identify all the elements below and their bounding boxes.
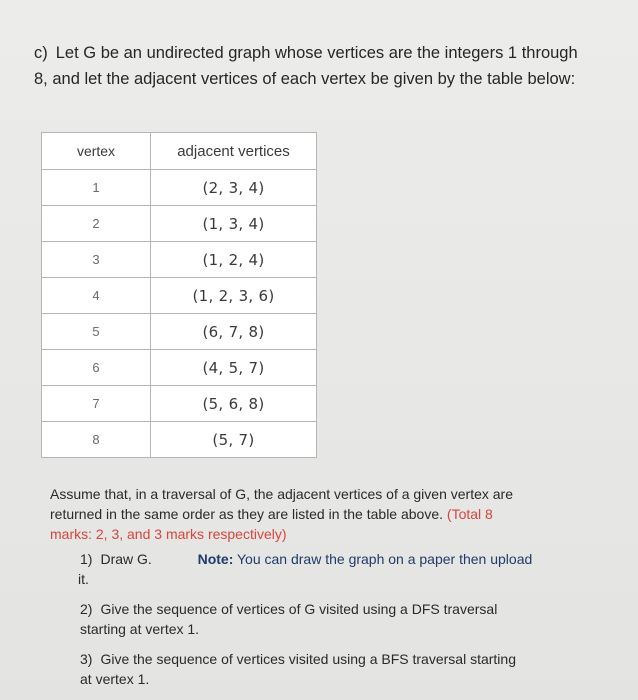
marks-info: (Total 8: [446, 506, 493, 522]
adjacent-cell: (5, 6, 8): [151, 386, 317, 422]
subquestion-2-cont: starting at vertex 1.: [80, 621, 200, 637]
table-row: [42, 206, 317, 242]
note-text: You can draw the graph on a paper then upload: [237, 551, 533, 567]
question-intro: [34, 40, 624, 92]
vertex-cell: 4: [42, 278, 151, 314]
table-row: [42, 350, 317, 386]
assumption-paragraph: [50, 484, 605, 544]
vertex-cell: 2: [42, 206, 151, 242]
subquestion-text: Draw G.: [100, 551, 152, 567]
subquestion-3: [80, 650, 620, 669]
table-row: [42, 314, 317, 350]
subquestion-text: Give the sequence of vertices visited using a BFS traversal starting: [100, 651, 516, 667]
adjacent-cell: (1, 2, 3, 6): [151, 278, 317, 314]
assumption-line-2: returned in the same order as they are listed in the table above. (Total 8: [50, 506, 493, 522]
vertex-cell: 5: [42, 314, 151, 350]
adjacency-table: [41, 132, 317, 458]
adjacent-cell: (2, 3, 4): [151, 170, 317, 206]
table-row: [42, 422, 317, 458]
adjacent-cell: (5, 7): [151, 422, 317, 458]
table-row: [42, 170, 317, 206]
subquestion-number: 1): [80, 551, 93, 567]
table-row: [42, 242, 317, 278]
subquestion-3-cont: at vertex 1.: [80, 671, 150, 687]
subquestion-number: 3): [80, 651, 93, 667]
note-label: Note:: [197, 551, 234, 567]
vertex-cell: 3: [42, 242, 151, 278]
vertex-cell: 7: [42, 386, 151, 422]
table-row: [42, 278, 317, 314]
adjacent-cell: (1, 2, 4): [151, 242, 317, 278]
subquestion-2: [80, 600, 620, 619]
header-vertex: vertex: [42, 133, 151, 170]
intro-line-2: 8, and let the adjacent vertices of each vertex be given by the table below:: [34, 70, 576, 88]
subquestion-1: [80, 550, 620, 569]
subquestion-1-cont: it.: [78, 571, 89, 587]
vertex-cell: 6: [42, 350, 151, 386]
vertex-cell: 1: [42, 170, 151, 206]
adjacent-cell: (6, 7, 8): [151, 314, 317, 350]
vertex-cell: 8: [42, 422, 151, 458]
intro-line-1: c) Let G be an undirected graph whose vertices are the integers 1 through: [34, 44, 578, 62]
table-row: [42, 386, 317, 422]
assumption-line-1: Assume that, in a traversal of G, the adjacent vertices of a given vertex are: [50, 486, 514, 502]
adjacent-cell: (1, 3, 4): [151, 206, 317, 242]
table-header-row: [42, 133, 317, 170]
subquestion-number: 2): [80, 601, 93, 617]
question-label: c): [34, 44, 48, 62]
header-adjacent: adjacent vertices: [151, 133, 317, 170]
subquestion-text: Give the sequence of vertices of G visited using a DFS traversal: [100, 601, 498, 617]
marks-info-cont: marks: 2, 3, and 3 marks respectively): [50, 526, 287, 542]
adjacent-cell: (4, 5, 7): [151, 350, 317, 386]
